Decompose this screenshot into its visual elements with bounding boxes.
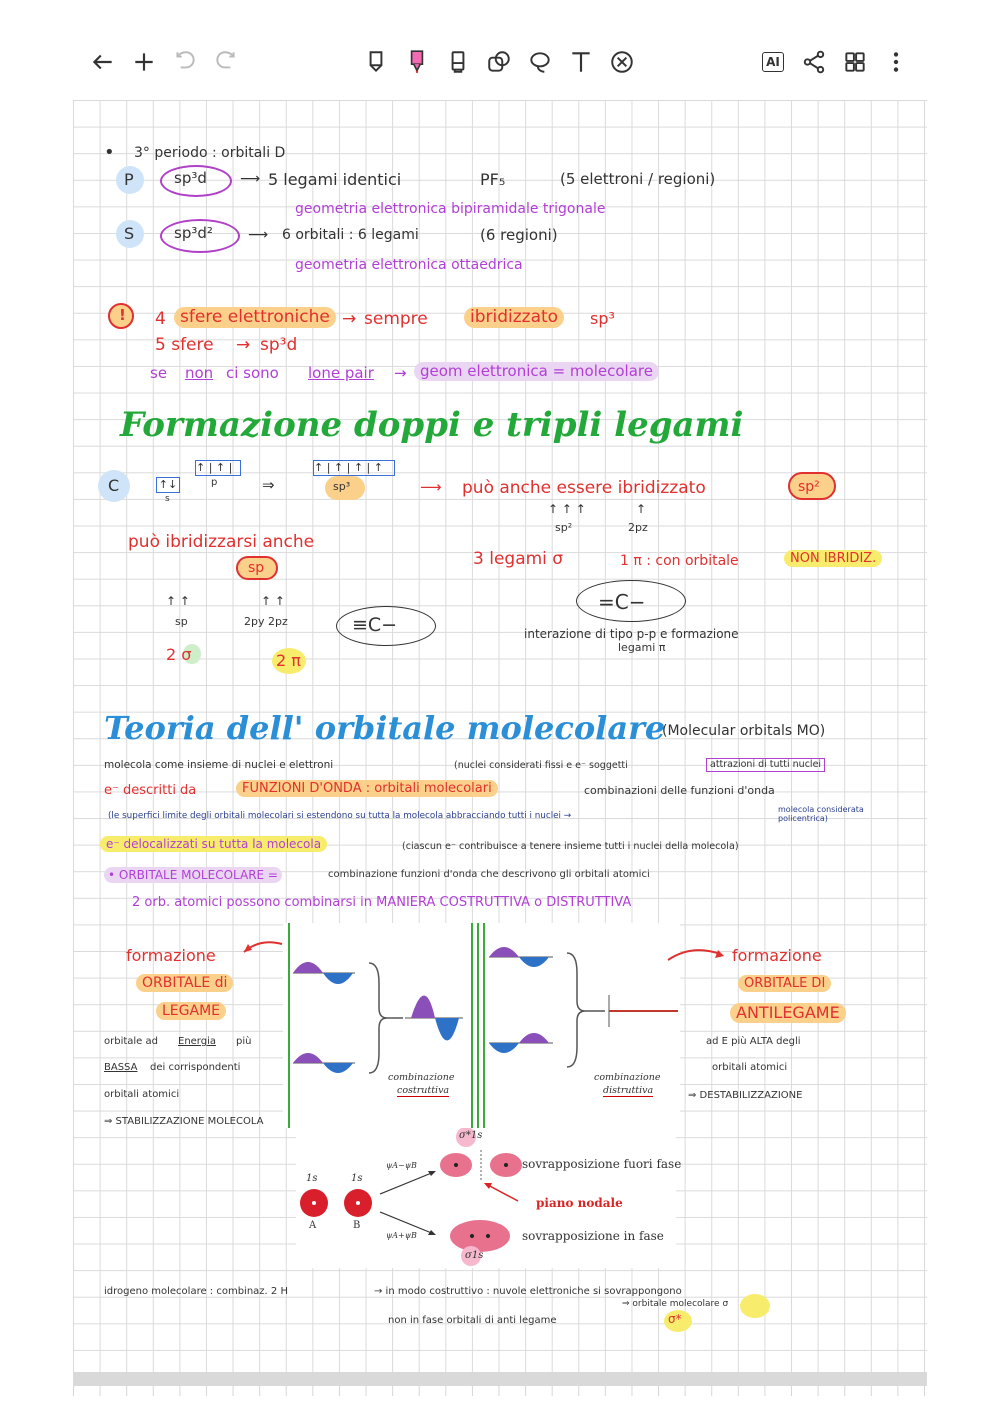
combination-diagram — [283, 923, 680, 1128]
right-antilegame: ANTILEGAME — [730, 1003, 846, 1023]
arrow-2: ⟶ — [248, 227, 269, 243]
left-desc-1b: Energia — [178, 1036, 216, 1047]
can-also-hybridize: può anche essere ibridizzato — [462, 478, 706, 498]
pz-label: 2pz — [628, 521, 648, 534]
text-icon[interactable] — [564, 45, 598, 79]
left-stabilizzazione: ⇒ STABILIZZAZIONE MOLECOLA — [104, 1116, 264, 1127]
fig2-sigma: σ1s — [465, 1250, 484, 1261]
page-scrollbar[interactable] — [73, 1372, 927, 1386]
sp3d-label: sp³d — [174, 169, 207, 187]
c-label: C — [108, 476, 120, 495]
orbitals-6: 6 orbitali : 6 legami — [282, 227, 419, 243]
double-bond: =C− — [598, 590, 646, 614]
p-label: P — [124, 170, 134, 189]
sp2-sublabel: sp² — [555, 521, 573, 534]
geom-equal: geom elettronica = molecolare — [414, 362, 659, 381]
left-desc-1a: orbitale ad — [104, 1036, 158, 1047]
undo-icon[interactable] — [168, 45, 202, 79]
ai-label: AI — [762, 52, 784, 72]
period-line: 3° periodo : orbitali D — [134, 145, 286, 161]
mo-line-3a: (le superfici limite degli orbitali molecolari si estendono su tutta la molecola abbracciando tutti i nuclei → — [108, 811, 572, 821]
fig2-in-fase: sovrapposizione in fase — [522, 1229, 664, 1243]
one-pi: 1 π : con orbitale — [620, 553, 739, 569]
fig-costr-2: costruttiva — [397, 1085, 450, 1096]
sigma-yellow — [740, 1294, 770, 1318]
fig2-psi-plus: ψA+ψB — [386, 1231, 417, 1240]
mo-line-4b: (ciascun e⁻ contribuisce a tenere insieme tutti i nuclei della molecola) — [402, 841, 739, 852]
identical-bonds: 5 legami identici — [268, 170, 402, 189]
arrow-1: ⟶ — [240, 171, 261, 187]
pf5: PF₅ — [480, 170, 506, 189]
redo-icon[interactable] — [209, 45, 243, 79]
shapes-icon[interactable] — [482, 45, 516, 79]
mo-subtitle: (Molecular orbitals MO) — [662, 723, 826, 739]
always: sempre — [364, 309, 428, 329]
p-sublabels: 2py 2pz — [244, 615, 288, 628]
left-formazione: formazione — [126, 946, 216, 965]
arrow-3: → — [342, 309, 357, 329]
two-pi: 2 π — [276, 651, 301, 670]
mo-line-1b: (nuclei considerati fissi e e⁻ soggetti — [454, 760, 628, 771]
sp-sublabel: sp — [175, 615, 188, 628]
s-label: S — [124, 224, 135, 243]
fig2-A: A — [309, 1220, 317, 1231]
electron-spheres: sfere elettroniche — [174, 307, 336, 328]
lone-pair: lone pair — [308, 364, 374, 382]
sp2-arrows: ↑ ↑ ↑ — [548, 502, 586, 516]
sp3d2-label: sp³d² — [174, 224, 213, 242]
right-formazione: formazione — [732, 946, 822, 965]
mo-line-2c: combinazioni delle funzioni d'onda — [584, 784, 775, 797]
regions-5: (5 elettroni / regioni) — [560, 170, 716, 188]
mo-line-2a: e⁻ descritti da — [104, 783, 197, 798]
plus-icon[interactable] — [127, 45, 161, 79]
sp-label: sp — [248, 560, 265, 576]
ai-button[interactable] — [756, 45, 790, 79]
arrow-6: ⟶ — [420, 478, 442, 496]
box-s-label: s — [165, 494, 170, 504]
fig-distr-2: distruttiva — [603, 1085, 654, 1096]
pen-icon[interactable] — [359, 45, 393, 79]
grid-icon[interactable] — [838, 45, 872, 79]
se: se — [150, 364, 168, 382]
left-orbitale-di: ORBITALE di — [136, 974, 233, 992]
highlighter-icon[interactable] — [400, 45, 434, 79]
fig2-psi-minus: ψA−ψB — [386, 1161, 417, 1170]
triple-bond: ≡C− — [352, 614, 398, 636]
arrow-hyb: ⇒ — [262, 476, 275, 494]
sp2-label: sp² — [798, 479, 820, 495]
mo-line-2b: FUNZIONI D'ONDA : orbitali molecolari — [236, 780, 498, 797]
left-curve-arrow — [240, 934, 286, 958]
fig2-1s-a: 1s — [306, 1173, 318, 1184]
mo-line-3b: molecola considerata policentrica) — [778, 805, 864, 823]
fig2-piano-nodale: piano nodale — [536, 1196, 623, 1210]
mo-line-6: 2 orb. atomici possono combinarsi in MANIERA COSTRUTTIVA o DISTRUTTIVA — [132, 895, 632, 910]
h2-line-c: ⇒ orbitale molecolare σ — [622, 1299, 729, 1309]
right-orbitale-di: ORBITALE DI — [738, 975, 831, 992]
regions-6: (6 regioni) — [480, 226, 558, 244]
mo-line-1c: attrazioni di tutti nuclei — [706, 758, 825, 772]
left-desc-2b: dei corrispondenti — [150, 1062, 241, 1073]
three-sigma: 3 legami σ — [473, 549, 564, 569]
right-desc-2: orbitali atomici — [712, 1062, 788, 1073]
sigma-orbital-figure — [296, 1128, 682, 1268]
two-sigma: 2 σ — [166, 645, 192, 664]
eraser-icon[interactable] — [441, 45, 475, 79]
ci-sono: ci sono — [226, 364, 279, 382]
can-hybridize-also: può ibridizzarsi anche — [128, 532, 315, 552]
left-desc-3: orbitali atomici — [104, 1089, 180, 1100]
left-desc-2a: BASSA — [104, 1062, 138, 1073]
section-title-mo: Teoria dell' orbitale molecolare — [104, 709, 666, 747]
mo-line-5a: • ORBITALE MOLECOLARE = — [104, 867, 282, 883]
right-curve-arrow — [664, 944, 728, 966]
fig2-fuori-fase: sovrapposizione fuori fase — [522, 1157, 682, 1171]
section-title-doppi-tripli: Formazione doppi e tripli legami — [120, 405, 744, 445]
sp3: sp³ — [590, 309, 615, 328]
fig-costr-1: combinazione — [388, 1072, 455, 1083]
interaction-text-2: legami π — [618, 641, 666, 654]
non-ibridiz: NON IBRIDIZ. — [784, 550, 882, 567]
sp3d-2: sp³d — [260, 335, 298, 355]
mo-line-4a: e⁻ delocalizzati su tutta la molecola — [100, 836, 327, 852]
fig2-sigma-star: σ*1s — [459, 1130, 483, 1141]
five-spheres: 5 sfere — [155, 335, 214, 355]
interaction-text: interazione di tipo p-p e formazione — [524, 627, 739, 641]
h2-line-d: non in fase orbitali di anti legame — [388, 1315, 557, 1326]
toolbar — [0, 0, 1000, 110]
bullet: • — [104, 142, 115, 163]
sp-arrows: ↑ ↑ — [166, 594, 190, 608]
page-ruler — [73, 1386, 927, 1396]
hybridized: ibridizzato — [464, 307, 564, 328]
four: 4 — [155, 309, 166, 329]
fig2-B: B — [353, 1220, 361, 1231]
warning-mark: ! — [119, 306, 126, 324]
mo-line-1a: molecola come insieme di nuclei e elettroni — [104, 759, 334, 771]
box-p: ↑ | ↑ | — [195, 460, 241, 476]
non: non — [185, 364, 214, 382]
clear-icon[interactable] — [605, 45, 639, 79]
h2-sigma-star: σ* — [668, 1312, 682, 1326]
pz-arrow: ↑ — [636, 502, 647, 516]
geom-bipiramidale: geometria elettronica bipiramidale trigonale — [295, 201, 606, 217]
geom-ottaedrica: geometria elettronica ottaedrica — [295, 257, 523, 273]
fig-distr-1: combinazione — [594, 1072, 661, 1083]
more-icon[interactable] — [879, 45, 913, 79]
right-desc-1: ad E più ALTA degli — [706, 1036, 801, 1047]
arrow-4: → — [236, 335, 251, 355]
right-destabilizzazione: ⇒ DESTABILIZZAZIONE — [688, 1090, 803, 1101]
h2-line-b: → in modo costruttivo : nuvole elettroniche si sovrappongono — [374, 1286, 682, 1297]
h2-line-a: idrogeno molecolare : combinaz. 2 H — [104, 1286, 288, 1297]
left-desc-1c: più — [236, 1036, 252, 1047]
back-arrow-icon[interactable] — [86, 45, 120, 79]
p-arrows: ↑ ↑ — [261, 594, 285, 608]
share-icon[interactable] — [797, 45, 831, 79]
orbital-combination-figure — [283, 923, 680, 1128]
box-s: ↑↓ — [156, 477, 180, 493]
arrow-5: → — [394, 364, 407, 382]
sp3-label: sp³ — [333, 480, 351, 493]
box-sp3: ↑ | ↑ | ↑ | ↑ — [313, 460, 395, 476]
lasso-icon[interactable] — [523, 45, 557, 79]
mo-line-5b: combinazione funzioni d'onda che descrivono gli orbitali atomici — [328, 869, 650, 880]
fig2-1s-b: 1s — [351, 1173, 363, 1184]
left-legame: LEGAME — [156, 1002, 226, 1020]
box-p-label: p — [211, 477, 218, 488]
